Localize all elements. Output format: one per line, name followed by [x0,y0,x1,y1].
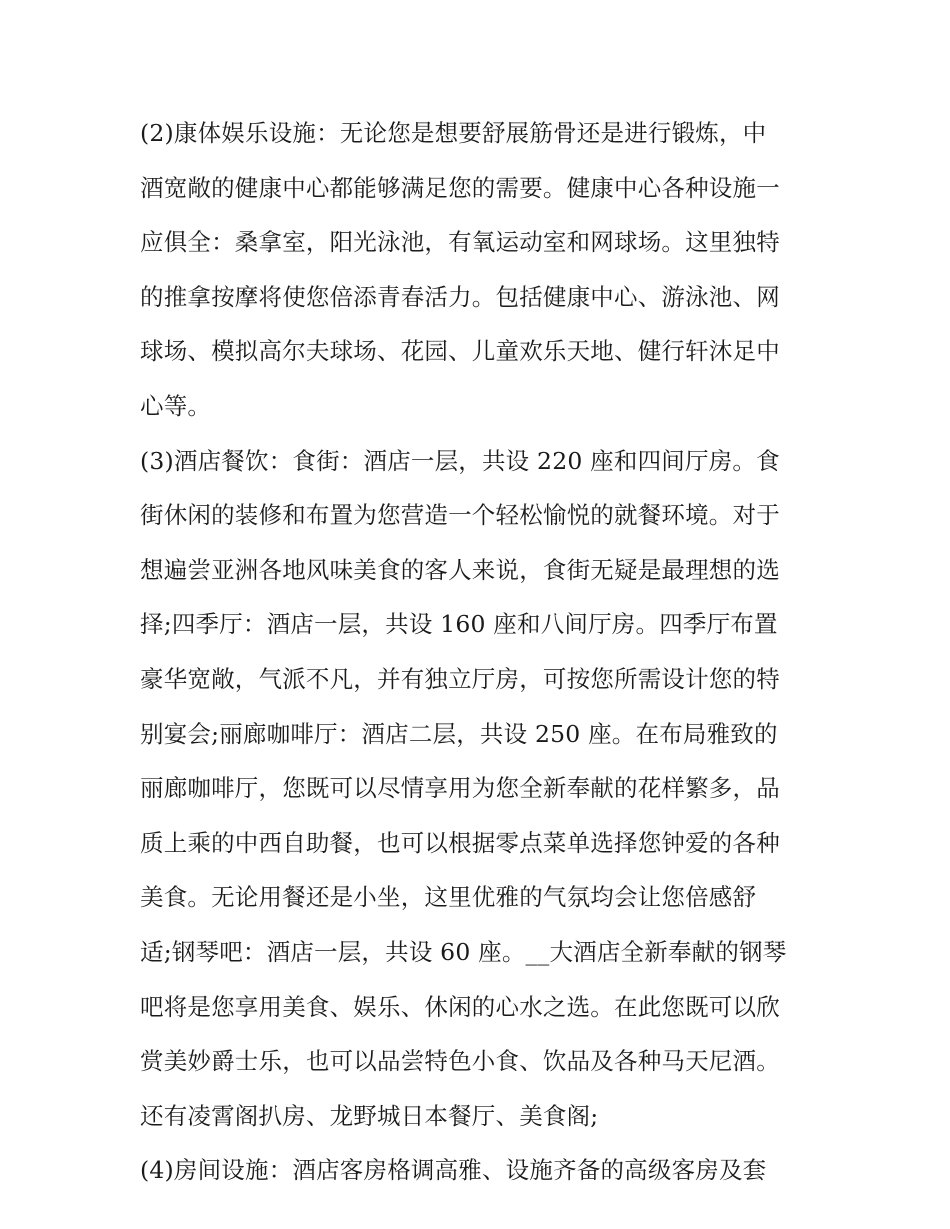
document-body [140,106,816,1198]
text-line: 吧将是您享用美食、娱乐、休闲的心水之选。在此您既可以欣 [140,992,780,1021]
text-line: 想遍尝亚洲各地风味美食的客人来说，食街无疑是最理想的选 [140,555,780,584]
text-line: 别宴会;丽廊咖啡厅：酒店二层，共设 250 座。在布局雅致的 [140,719,778,748]
text-line: 丽廊咖啡厅，您既可以尽情享用为您全新奉献的花样繁多，品 [140,774,780,803]
text-line: 心等。 [140,391,212,420]
text-line: 豪华宽敞，气派不凡，并有独立厅房，可按您所需设计您的特 [140,664,780,693]
text-line: 择;四季厅：酒店一层，共设 160 座和八间厅房。四季厅布置 [140,610,778,639]
text-line: (4)房间设施：酒店客房格调高雅、设施齐备的高级客房及套 [140,1156,767,1185]
text-line: 街休闲的装修和布置为您营造一个轻松愉悦的就餐环境。对于 [140,501,780,530]
text-line: 的推拿按摩将使您倍添青春活力。包括健康中心、游泳池、网 [140,282,780,311]
text-line: 质上乘的中西自助餐，也可以根据零点菜单选择您钟爱的各种 [140,828,780,857]
text-line: 美食。无论用餐还是小坐，这里优雅的气氛均会让您倍感舒 [140,883,757,912]
text-line: 赏美妙爵士乐，也可以品尝特色小食、饮品及各种马天尼酒。 [140,1047,780,1076]
text-line: 还有凌霄阁扒房、龙野城日本餐厅、美食阁; [140,1101,599,1130]
text-line: (3)酒店餐饮：食街：酒店一层，共设 220 座和四间厅房。食 [140,446,780,475]
text-line: (2)康体娱乐设施：无论您是想要舒展筋骨还是进行锻炼，中 [140,119,767,147]
text-line: 酒宽敞的健康中心都能够满足您的需要。健康中心各种设施一 [140,173,780,202]
text-line: 应俱全：桑拿室，阳光泳池，有氧运动室和网球场。这里独特 [140,228,780,257]
text-line: 球场、模拟高尔夫球场、花园、儿童欢乐天地、健行轩沐足中 [140,337,780,366]
text-line: 适;钢琴吧：酒店一层，共设 60 座。__大酒店全新奉献的钢琴 [140,937,787,966]
